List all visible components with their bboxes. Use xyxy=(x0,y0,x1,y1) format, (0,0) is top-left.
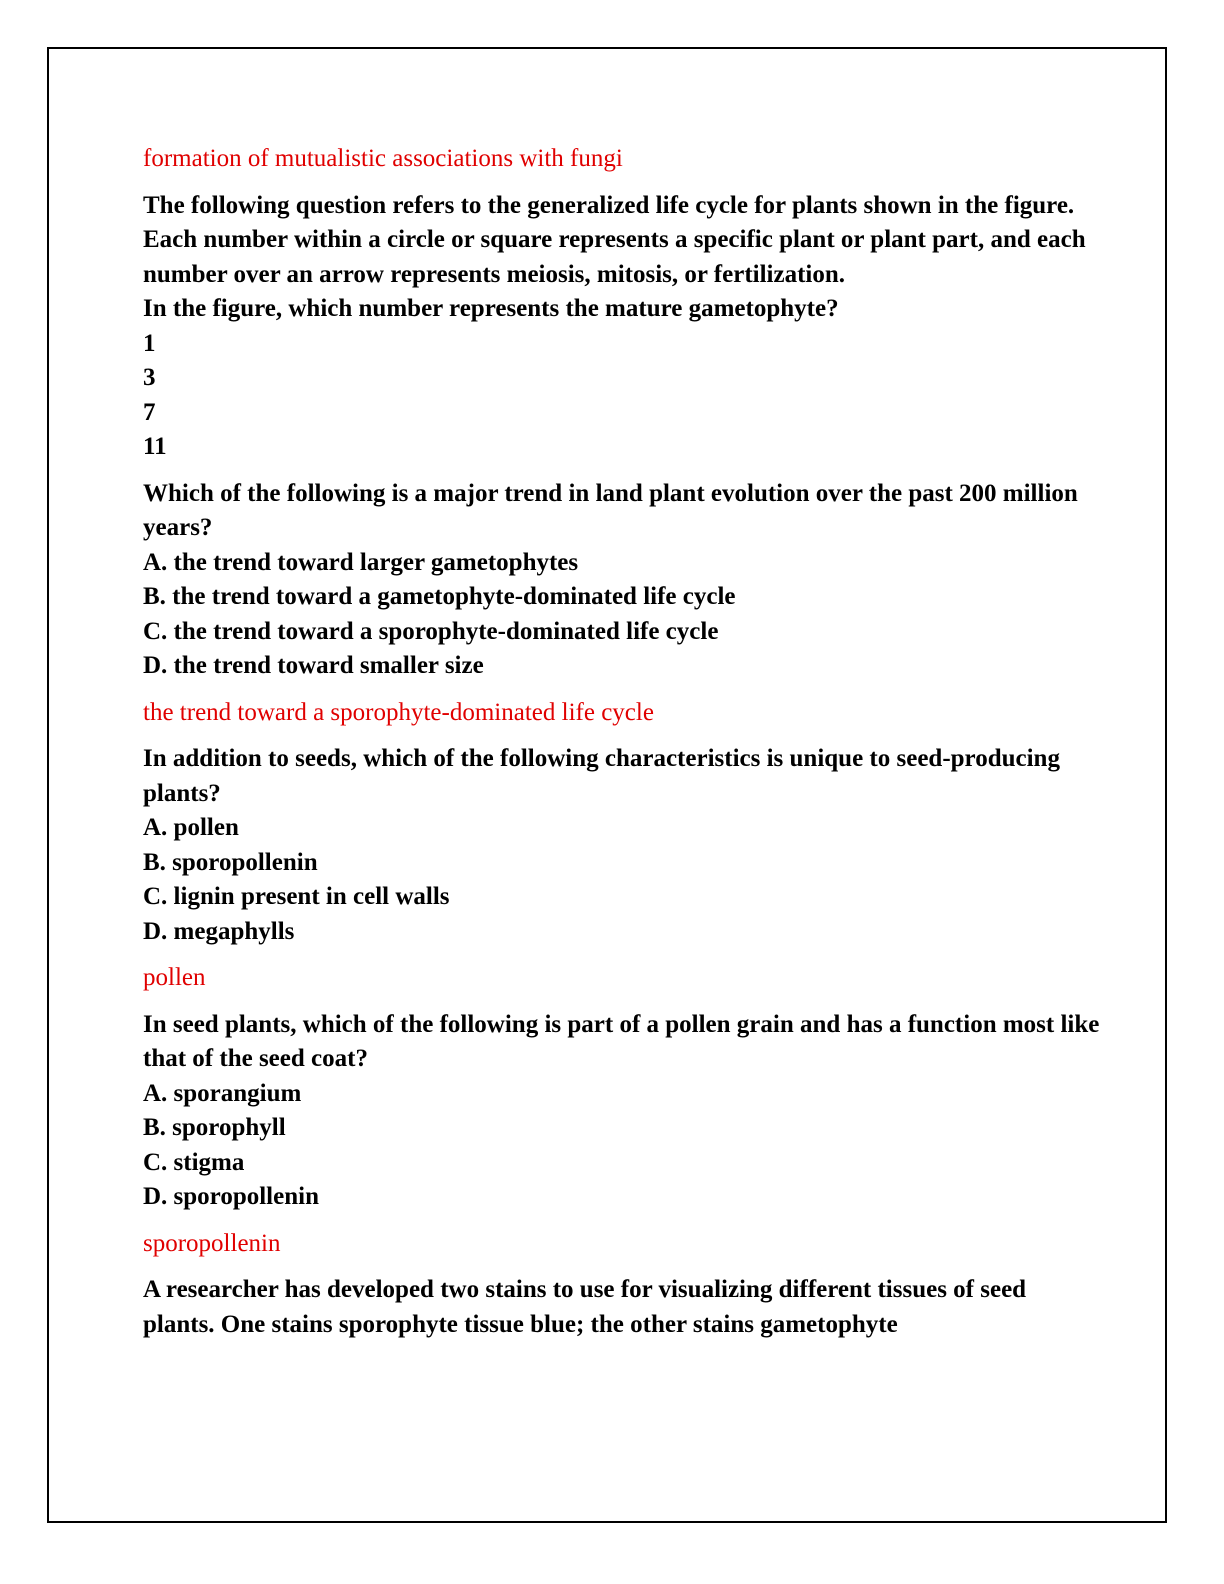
option-text: D. sporopollenin xyxy=(143,1183,319,1210)
question-block xyxy=(143,1008,1103,1215)
option-text: A. pollen xyxy=(143,814,239,841)
option-text: A. the trend toward larger gametophytes xyxy=(143,548,579,576)
question-text: Which of the following is a major trend in land plant evolution over the past 200 million years? xyxy=(143,479,1078,541)
option-text: D. the trend toward smaller size xyxy=(143,652,484,679)
option-text: 11 xyxy=(143,433,167,460)
question-text: In seed plants, which of the following is part of a pollen grain and has a function most like that of the seed coat? xyxy=(143,1010,1100,1072)
option-text: 7 xyxy=(143,398,156,426)
option-text: 1 xyxy=(143,329,156,357)
answer-text: sporopollenin xyxy=(143,1229,281,1257)
question-block xyxy=(143,477,1103,684)
answer-text: the trend toward a sporophyte-dominated life cycle xyxy=(143,698,654,726)
answer-text: pollen xyxy=(143,964,206,991)
option-text: A. sporangium xyxy=(143,1079,302,1107)
option-text: C. stigma xyxy=(143,1148,245,1176)
question-text: The following question refers to the generalized life cycle for plants shown in the figure. Each number within a circle or square represents a specific plant or plant part, and each number over an arrow represents meiosis, mitosis, or fertilization. xyxy=(143,191,1086,288)
question-block xyxy=(143,1273,1103,1342)
option-text: B. the trend toward a gametophyte-dominated life cycle xyxy=(143,583,736,610)
option-text: B. sporophyll xyxy=(143,1114,286,1141)
answer-text: formation of mutualistic associations with fungi xyxy=(143,145,623,172)
document-content xyxy=(143,140,1103,1354)
option-text: In the figure, which number represents the mature gametophyte? xyxy=(143,295,839,322)
option-text: C. lignin present in cell walls xyxy=(143,883,450,910)
question-block xyxy=(143,742,1103,949)
option-text: C. the trend toward a sporophyte-dominated life cycle xyxy=(143,617,719,645)
question-text: In addition to seeds, which of the following characteristics is unique to seed-producing plants? xyxy=(143,745,1060,807)
question-block xyxy=(143,189,1103,465)
option-text: B. sporopollenin xyxy=(143,848,318,876)
option-text: D. megaphylls xyxy=(143,917,295,945)
question-text: A researcher has developed two stains to use for visualizing different tissues of seed plants. One stains sporophyte tissue blue; the other stains gametophyte xyxy=(143,1276,1027,1338)
option-text: 3 xyxy=(143,364,156,391)
